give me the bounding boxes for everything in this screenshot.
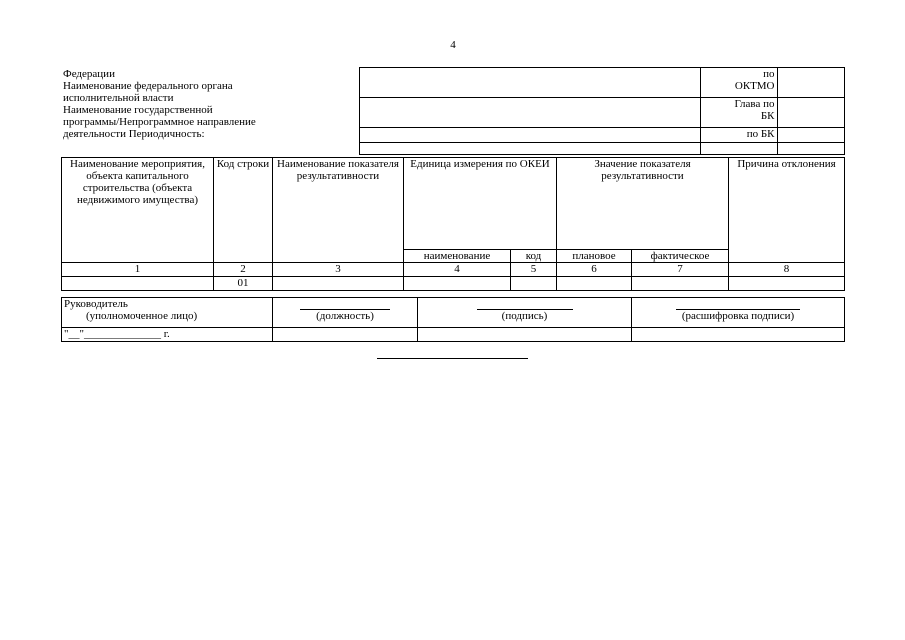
head-label-line2: (уполномоченное лицо) xyxy=(86,310,198,322)
data-cell-reason[interactable] xyxy=(729,277,845,291)
date-empty-cell xyxy=(418,328,632,342)
footnote-separator-line xyxy=(377,358,528,359)
date-cell[interactable]: "__"______________ г. xyxy=(62,328,273,342)
col-header-value: Значение показателя результативности xyxy=(557,158,729,250)
header-line: деятельности Периодичность: xyxy=(63,127,205,140)
program-value-cell[interactable] xyxy=(359,98,700,128)
oktmo-code-cell[interactable] xyxy=(777,68,844,98)
header-line: Федерации xyxy=(63,67,115,80)
col-number: 2 xyxy=(214,263,273,277)
oktmo-label-cell xyxy=(700,68,777,98)
signature-cell[interactable] xyxy=(418,298,632,328)
main-table-block xyxy=(61,157,844,291)
data-cell-unit-name[interactable] xyxy=(404,277,511,291)
decoding-caption: (расшифровка подписи) xyxy=(681,310,795,322)
head-label-cell xyxy=(62,298,273,328)
header-line: Наименование федерального органа xyxy=(63,79,233,92)
glava-label-cell xyxy=(700,98,777,128)
date-empty-cell xyxy=(632,328,845,342)
signature-caption: (подпись) xyxy=(501,310,548,322)
col-header-event: Наименование мероприятия, объекта капитального строительства (объекта недвижимого имущества) xyxy=(62,158,214,263)
col-number: 4 xyxy=(404,263,511,277)
data-cell-code: 01 xyxy=(214,277,273,291)
program-direction-value-cell[interactable] xyxy=(359,128,700,143)
col-number: 7 xyxy=(632,263,729,277)
glava-label-top: Глава по xyxy=(734,98,775,110)
col-header-unit: Единица измерения по ОКЕИ xyxy=(404,158,557,250)
federal-organ-value-cell[interactable] xyxy=(359,68,700,98)
head-label-line1: Руководитель xyxy=(64,298,128,310)
position-caption: (должность) xyxy=(316,310,374,322)
periodicity-value-cell[interactable] xyxy=(359,143,700,155)
data-cell-actual[interactable] xyxy=(632,277,729,291)
data-cell-indicator[interactable] xyxy=(273,277,404,291)
signature-block xyxy=(61,297,844,342)
bk-label-cell: по БК xyxy=(700,128,777,143)
col-header-indicator: Наименование показателя результативности xyxy=(273,158,404,263)
col-number: 8 xyxy=(729,263,845,277)
signature-table xyxy=(61,297,845,342)
decoding-cell[interactable] xyxy=(632,298,845,328)
col-number: 3 xyxy=(273,263,404,277)
glava-code-cell[interactable] xyxy=(777,98,844,128)
data-cell-event[interactable] xyxy=(62,277,214,291)
header-line: программы/Непрограммное направление xyxy=(63,115,256,128)
header-block xyxy=(61,67,844,155)
data-cell-unit-code[interactable] xyxy=(511,277,557,291)
col-header-code: Код строки xyxy=(214,158,273,263)
page-number: 4 xyxy=(450,39,456,51)
col-header-planned: плановое xyxy=(557,250,632,263)
col-header-actual: фактическое xyxy=(632,250,729,263)
results-table xyxy=(61,157,845,291)
header-left-text xyxy=(61,68,359,155)
data-cell-planned[interactable] xyxy=(557,277,632,291)
date-empty-cell xyxy=(273,328,418,342)
header-line: исполнительной власти xyxy=(63,91,174,104)
col-header-unit-code: код xyxy=(511,250,557,263)
header-table xyxy=(61,67,845,155)
header-line: Наименование государственной xyxy=(63,103,213,116)
col-header-reason: Причина отклонения xyxy=(729,158,845,263)
glava-label-bottom: БК xyxy=(760,110,775,122)
empty-label-cell xyxy=(700,143,777,155)
empty-code-cell xyxy=(777,143,844,155)
col-header-unit-name: наименование xyxy=(404,250,511,263)
oktmo-label-bottom: ОКТМО xyxy=(734,80,775,92)
position-cell[interactable] xyxy=(273,298,418,328)
col-number: 1 xyxy=(62,263,214,277)
bk-code-cell[interactable] xyxy=(777,128,844,143)
oktmo-label-top: по xyxy=(763,68,775,80)
col-number: 6 xyxy=(557,263,632,277)
col-number: 5 xyxy=(511,263,557,277)
